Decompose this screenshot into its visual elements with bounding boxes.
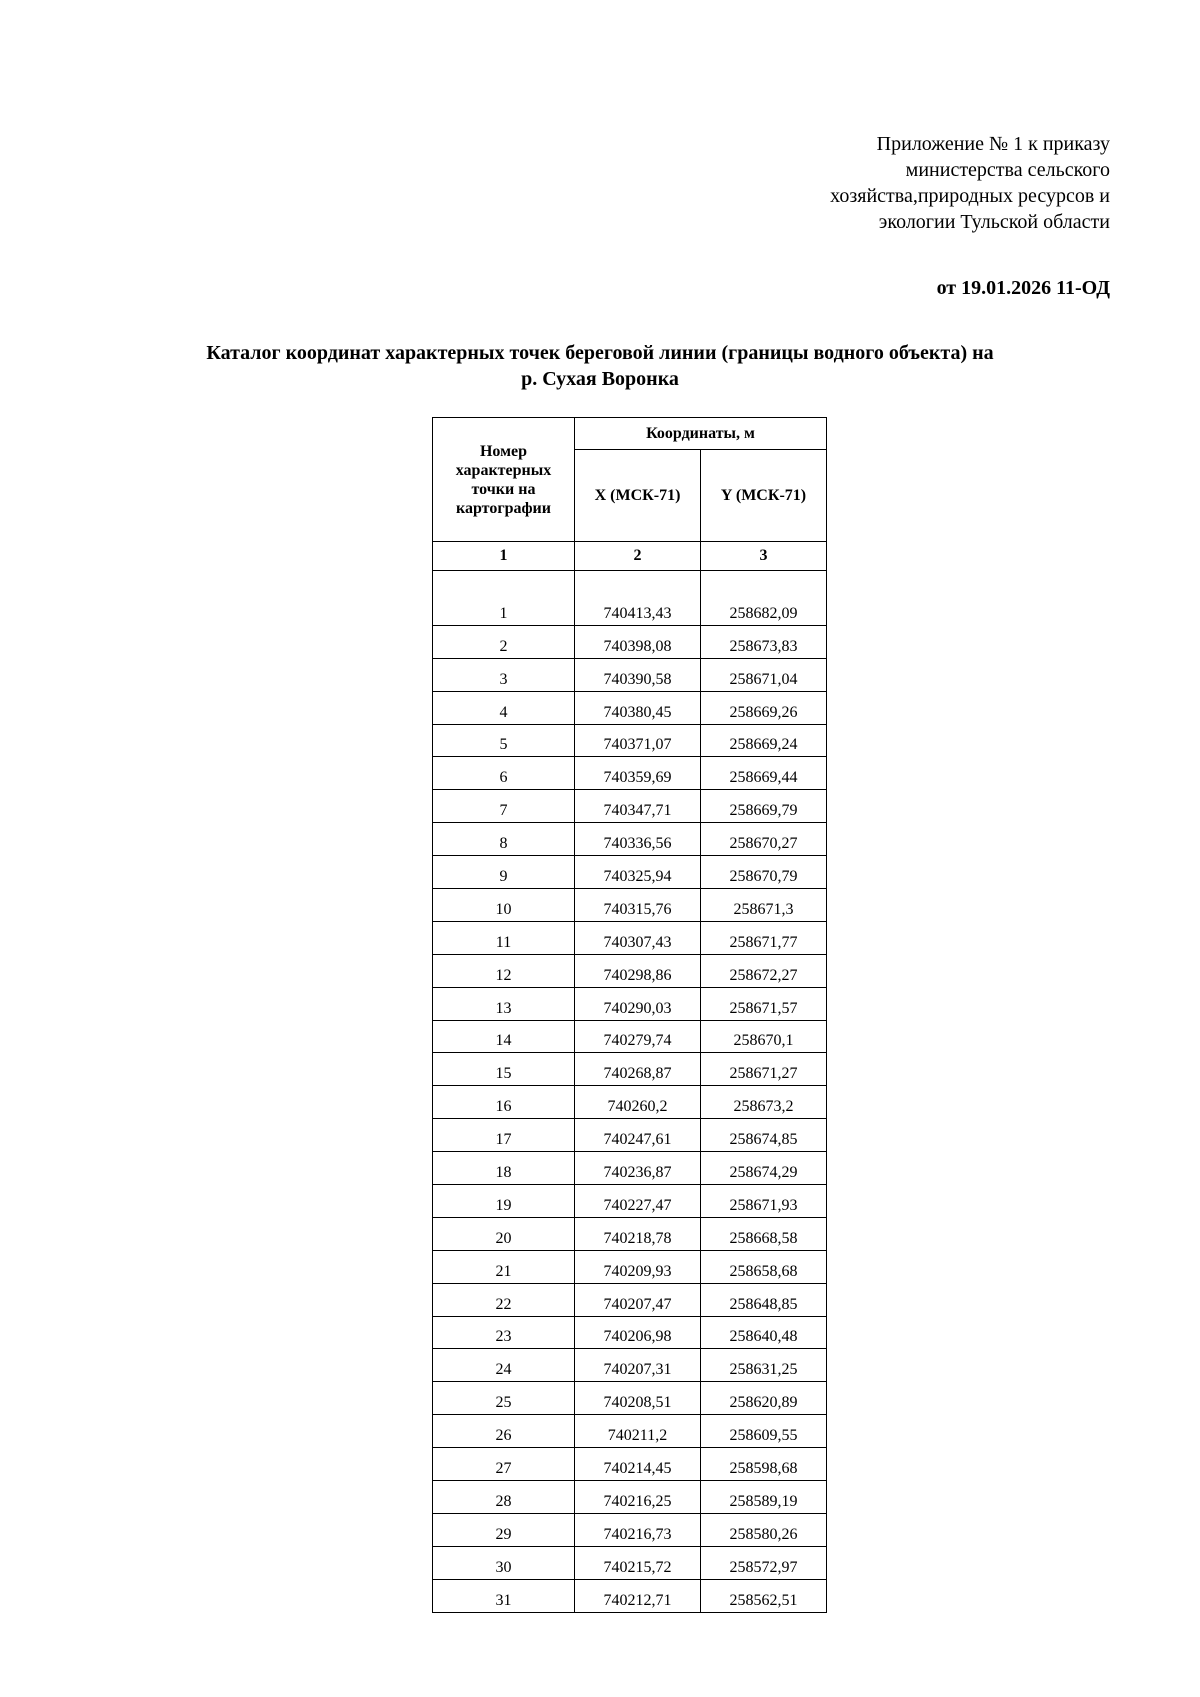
point-number-cell: 20 bbox=[433, 1217, 575, 1250]
column-index: 1 bbox=[433, 542, 575, 571]
point-number-cell: 2 bbox=[433, 625, 575, 658]
y-coordinate-cell: 258670,79 bbox=[701, 856, 827, 889]
spacer-cell bbox=[701, 571, 827, 594]
table-row bbox=[433, 1579, 827, 1612]
document-title bbox=[110, 340, 1090, 392]
table-row bbox=[433, 724, 827, 757]
x-coordinate-cell: 740290,03 bbox=[575, 987, 701, 1020]
y-coordinate-cell: 258631,25 bbox=[701, 1349, 827, 1382]
x-coordinate-cell: 740371,07 bbox=[575, 724, 701, 757]
point-number-cell: 15 bbox=[433, 1053, 575, 1086]
title-line-2: р. Сухая Воронка bbox=[521, 368, 679, 390]
y-coordinate-cell: 258589,19 bbox=[701, 1481, 827, 1514]
table-row bbox=[433, 1185, 827, 1218]
x-coordinate-cell: 740208,51 bbox=[575, 1382, 701, 1415]
x-coordinate-cell: 740413,43 bbox=[575, 593, 701, 625]
y-coordinate-cell: 258672,27 bbox=[701, 954, 827, 987]
table-row bbox=[433, 1152, 827, 1185]
table-row bbox=[433, 625, 827, 658]
point-number-cell: 5 bbox=[433, 724, 575, 757]
point-number-cell: 24 bbox=[433, 1349, 575, 1382]
x-coordinate-cell: 740206,98 bbox=[575, 1316, 701, 1349]
point-number-cell: 28 bbox=[433, 1481, 575, 1514]
y-coordinate-cell: 258671,57 bbox=[701, 987, 827, 1020]
point-number-cell: 22 bbox=[433, 1283, 575, 1316]
table-row bbox=[433, 593, 827, 625]
x-coordinate-cell: 740336,56 bbox=[575, 823, 701, 856]
title-line-1: Каталог координат характерных точек береговой линии (границы водного объекта) на bbox=[206, 342, 994, 364]
point-number-cell: 30 bbox=[433, 1546, 575, 1579]
spacer-cell bbox=[433, 571, 575, 594]
y-coordinate-cell: 258671,77 bbox=[701, 921, 827, 954]
header-y: Y (МСК-71) bbox=[701, 450, 827, 542]
y-coordinate-cell: 258669,79 bbox=[701, 790, 827, 823]
table-row bbox=[433, 1415, 827, 1448]
table-row bbox=[433, 1481, 827, 1514]
table-row bbox=[433, 1020, 827, 1053]
y-coordinate-cell: 258598,68 bbox=[701, 1448, 827, 1481]
table-row bbox=[433, 691, 827, 724]
point-number-cell: 14 bbox=[433, 1020, 575, 1053]
x-coordinate-cell: 740315,76 bbox=[575, 889, 701, 922]
point-number-cell: 16 bbox=[433, 1086, 575, 1119]
x-coordinate-cell: 740207,47 bbox=[575, 1283, 701, 1316]
point-number-cell: 29 bbox=[433, 1513, 575, 1546]
x-coordinate-cell: 740215,72 bbox=[575, 1546, 701, 1579]
point-number-cell: 12 bbox=[433, 954, 575, 987]
table-row bbox=[433, 954, 827, 987]
y-coordinate-cell: 258580,26 bbox=[701, 1513, 827, 1546]
table-row bbox=[433, 1053, 827, 1086]
y-coordinate-cell: 258609,55 bbox=[701, 1415, 827, 1448]
table-row bbox=[433, 1283, 827, 1316]
x-coordinate-cell: 740227,47 bbox=[575, 1185, 701, 1218]
y-coordinate-cell: 258671,3 bbox=[701, 889, 827, 922]
header-coordinates: Координаты, м bbox=[575, 418, 827, 450]
x-coordinate-cell: 740390,58 bbox=[575, 658, 701, 691]
y-coordinate-cell: 258562,51 bbox=[701, 1579, 827, 1612]
y-coordinate-cell: 258669,44 bbox=[701, 757, 827, 790]
point-number-cell: 19 bbox=[433, 1185, 575, 1218]
point-number-cell: 10 bbox=[433, 889, 575, 922]
x-coordinate-cell: 740207,31 bbox=[575, 1349, 701, 1382]
point-number-cell: 13 bbox=[433, 987, 575, 1020]
y-coordinate-cell: 258673,83 bbox=[701, 625, 827, 658]
table-row bbox=[433, 1546, 827, 1579]
y-coordinate-cell: 258572,97 bbox=[701, 1546, 827, 1579]
y-coordinate-cell: 258668,58 bbox=[701, 1217, 827, 1250]
x-coordinate-cell: 740260,2 bbox=[575, 1086, 701, 1119]
table-row bbox=[433, 856, 827, 889]
x-coordinate-cell: 740398,08 bbox=[575, 625, 701, 658]
x-coordinate-cell: 740236,87 bbox=[575, 1152, 701, 1185]
table-row bbox=[433, 1217, 827, 1250]
appendix-line: хозяйства,природных ресурсов и bbox=[830, 185, 1110, 207]
x-coordinate-cell: 740347,71 bbox=[575, 790, 701, 823]
y-coordinate-cell: 258674,29 bbox=[701, 1152, 827, 1185]
table-row bbox=[433, 889, 827, 922]
appendix-block bbox=[690, 131, 1110, 235]
table-row bbox=[433, 823, 827, 856]
y-coordinate-cell: 258669,26 bbox=[701, 691, 827, 724]
y-coordinate-cell: 258648,85 bbox=[701, 1283, 827, 1316]
point-number-cell: 27 bbox=[433, 1448, 575, 1481]
point-number-cell: 7 bbox=[433, 790, 575, 823]
x-coordinate-cell: 740247,61 bbox=[575, 1119, 701, 1152]
point-number-cell: 21 bbox=[433, 1250, 575, 1283]
x-coordinate-cell: 740214,45 bbox=[575, 1448, 701, 1481]
table-row bbox=[433, 1086, 827, 1119]
y-coordinate-cell: 258671,27 bbox=[701, 1053, 827, 1086]
table-body bbox=[433, 571, 827, 1613]
order-date: от 19.01.2026 11-ОД bbox=[936, 277, 1110, 299]
header-point-number: Номер характерных точки на картографии bbox=[433, 418, 575, 542]
x-coordinate-cell: 740209,93 bbox=[575, 1250, 701, 1283]
y-coordinate-cell: 258682,09 bbox=[701, 593, 827, 625]
y-coordinate-cell: 258620,89 bbox=[701, 1382, 827, 1415]
x-coordinate-cell: 740298,86 bbox=[575, 954, 701, 987]
table-row bbox=[433, 987, 827, 1020]
point-number-cell: 17 bbox=[433, 1119, 575, 1152]
point-number-cell: 26 bbox=[433, 1415, 575, 1448]
column-index: 3 bbox=[701, 542, 827, 571]
x-coordinate-cell: 740212,71 bbox=[575, 1579, 701, 1612]
table-row bbox=[433, 1349, 827, 1382]
table-row bbox=[433, 921, 827, 954]
appendix-line: экологии Тульской области bbox=[878, 211, 1110, 233]
y-coordinate-cell: 258670,1 bbox=[701, 1020, 827, 1053]
table-row bbox=[433, 1119, 827, 1152]
table-row bbox=[433, 658, 827, 691]
y-coordinate-cell: 258671,04 bbox=[701, 658, 827, 691]
x-coordinate-cell: 740216,73 bbox=[575, 1513, 701, 1546]
point-number-cell: 9 bbox=[433, 856, 575, 889]
y-coordinate-cell: 258658,68 bbox=[701, 1250, 827, 1283]
y-coordinate-cell: 258671,93 bbox=[701, 1185, 827, 1218]
table-row bbox=[433, 1250, 827, 1283]
spacer-cell bbox=[575, 571, 701, 594]
point-number-cell: 8 bbox=[433, 823, 575, 856]
point-number-cell: 1 bbox=[433, 593, 575, 625]
point-number-cell: 4 bbox=[433, 691, 575, 724]
header-x: X (МСК-71) bbox=[575, 450, 701, 542]
table-row bbox=[433, 1316, 827, 1349]
point-number-cell: 11 bbox=[433, 921, 575, 954]
x-coordinate-cell: 740218,78 bbox=[575, 1217, 701, 1250]
x-coordinate-cell: 740307,43 bbox=[575, 921, 701, 954]
point-number-cell: 31 bbox=[433, 1579, 575, 1612]
x-coordinate-cell: 740380,45 bbox=[575, 691, 701, 724]
table-spacer-row bbox=[433, 571, 827, 594]
y-coordinate-cell: 258670,27 bbox=[701, 823, 827, 856]
appendix-line: Приложение № 1 к приказу bbox=[876, 133, 1110, 155]
table-row bbox=[433, 1448, 827, 1481]
table-row bbox=[433, 1513, 827, 1546]
x-coordinate-cell: 740359,69 bbox=[575, 757, 701, 790]
point-number-cell: 25 bbox=[433, 1382, 575, 1415]
x-coordinate-cell: 740325,94 bbox=[575, 856, 701, 889]
x-coordinate-cell: 740268,87 bbox=[575, 1053, 701, 1086]
x-coordinate-cell: 740211,2 bbox=[575, 1415, 701, 1448]
x-coordinate-cell: 740216,25 bbox=[575, 1481, 701, 1514]
table-row bbox=[433, 1382, 827, 1415]
point-number-cell: 18 bbox=[433, 1152, 575, 1185]
column-index: 2 bbox=[575, 542, 701, 571]
coordinates-table bbox=[432, 417, 827, 1613]
y-coordinate-cell: 258640,48 bbox=[701, 1316, 827, 1349]
y-coordinate-cell: 258674,85 bbox=[701, 1119, 827, 1152]
point-number-cell: 6 bbox=[433, 757, 575, 790]
x-coordinate-cell: 740279,74 bbox=[575, 1020, 701, 1053]
table-row bbox=[433, 790, 827, 823]
table-row bbox=[433, 757, 827, 790]
appendix-line: министерства сельского bbox=[905, 159, 1110, 181]
point-number-cell: 3 bbox=[433, 658, 575, 691]
y-coordinate-cell: 258669,24 bbox=[701, 724, 827, 757]
point-number-cell: 23 bbox=[433, 1316, 575, 1349]
y-coordinate-cell: 258673,2 bbox=[701, 1086, 827, 1119]
